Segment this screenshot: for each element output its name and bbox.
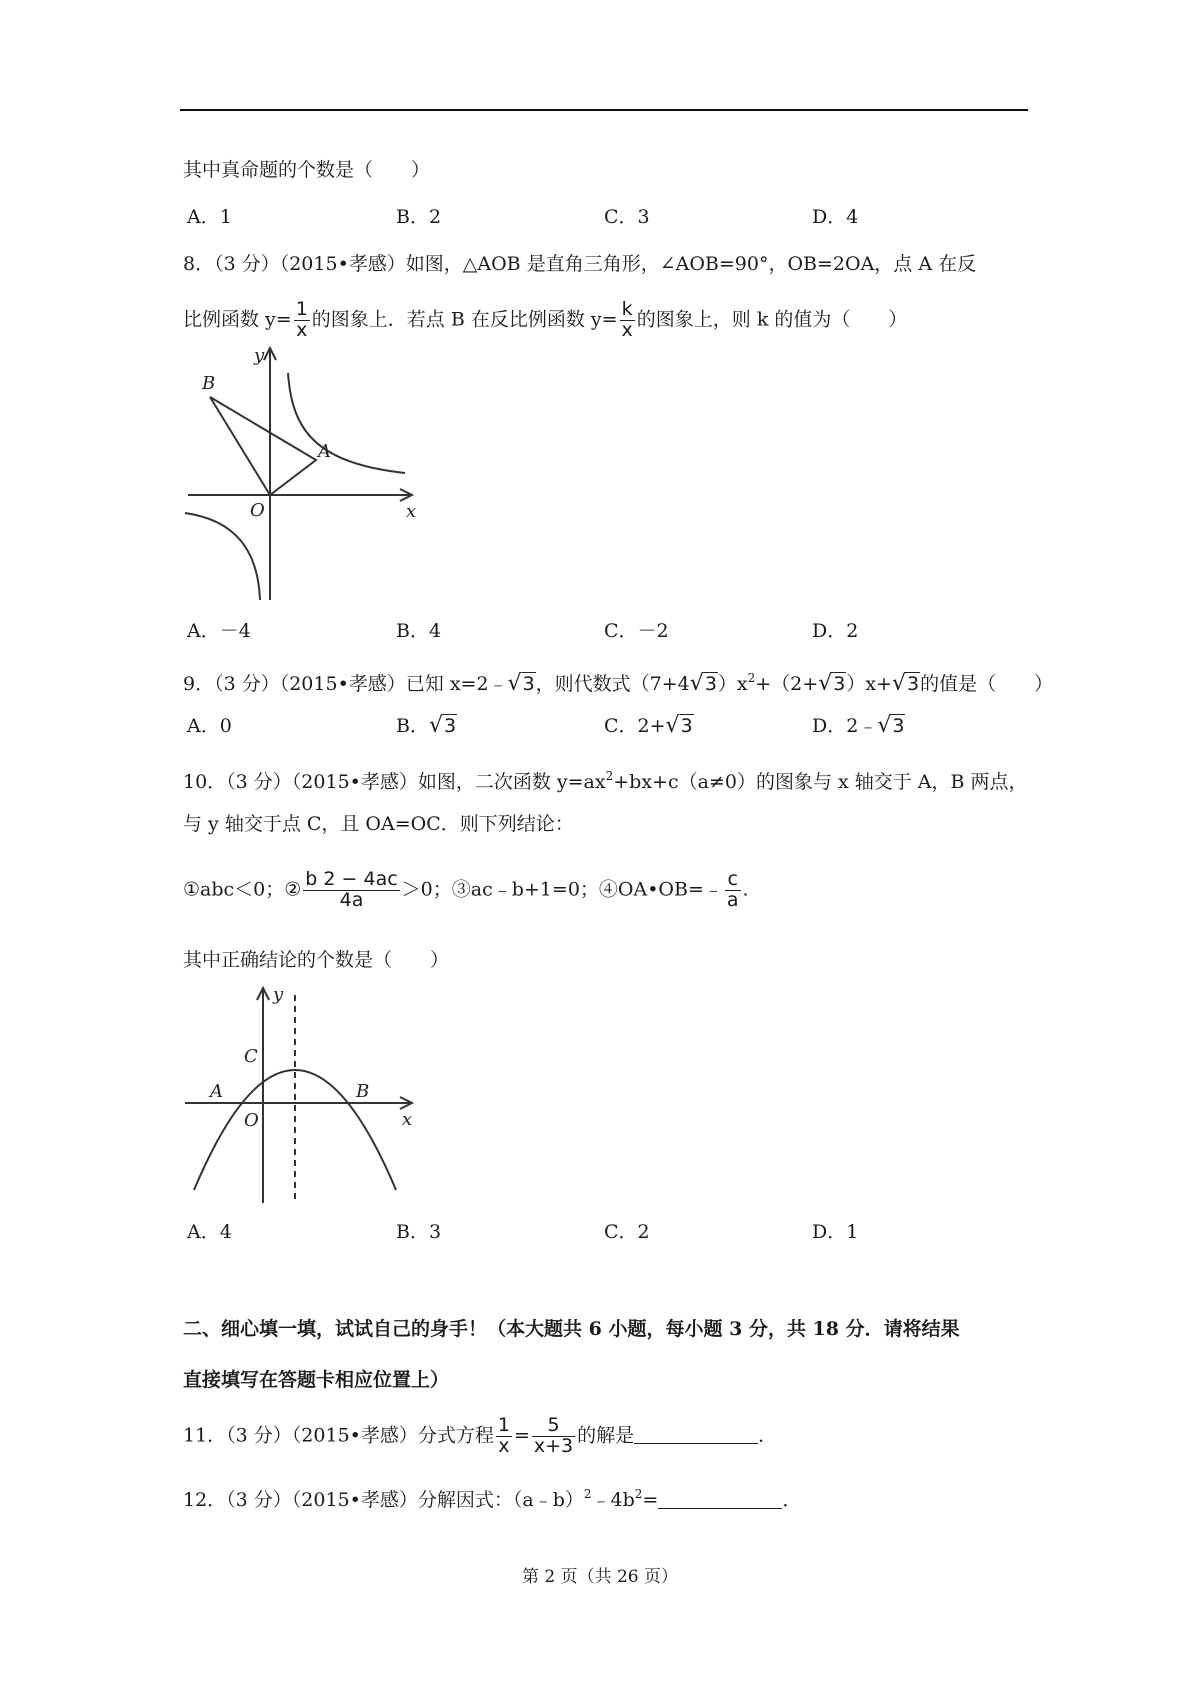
q10-frac2-den: a	[726, 888, 739, 911]
q10-line-4: 其中正确结论的个数是（ ）	[183, 949, 450, 971]
q11-frac2-num: 5	[532, 1416, 575, 1437]
q9-optb-radicand: 3	[444, 715, 457, 737]
q8-label-x: x	[406, 501, 417, 522]
q10-c1: ①abc＜0；②	[183, 878, 302, 901]
q9-radicand-4: 3	[907, 673, 920, 695]
q9-text-6: 的值是（ ）	[920, 673, 1054, 695]
q10-option-d: D．1	[812, 1221, 859, 1243]
q10-option-c: C．2	[604, 1221, 650, 1243]
q10-label-b: B	[356, 1081, 370, 1102]
q9-sqrt-3: √3	[818, 671, 846, 696]
q9-text-5: ）x+	[846, 673, 892, 695]
q9-optd-sqrt: √3	[877, 713, 905, 738]
q9-text-2: ，则代数式（7+4	[535, 673, 690, 695]
q10-line-2: 与 y 轴交于点 C，且 OA=OC．则下列结论：	[183, 813, 574, 835]
q9-optb-sqrt: √3	[428, 713, 457, 738]
q8-hyperbola-right	[288, 373, 405, 473]
q9-option-a: A．0	[187, 715, 232, 737]
q12-text-mid: ﹣4b	[591, 1489, 635, 1511]
q10-conclusions	[183, 870, 749, 911]
header-rule	[180, 109, 1028, 111]
q9-text-1: 9．（3 分）（2015•孝感）已知 x=2﹣	[183, 673, 508, 695]
q11-frac2-den: x+3	[533, 1434, 574, 1457]
q10-figure	[180, 985, 420, 1205]
q11-fraction-1	[496, 1416, 512, 1457]
q9-option-d	[812, 712, 905, 740]
q7-option-d: D．4	[812, 206, 859, 228]
q9-radicand-3: 3	[833, 673, 846, 695]
q8-figure	[180, 345, 420, 605]
q8-hyperbola-left	[185, 513, 260, 600]
q8-text-c: 的图象上，则 k 的值为（ ）	[636, 308, 908, 331]
q9-line	[183, 664, 1053, 698]
q8-option-a: A．－4	[187, 620, 251, 642]
q10-label-o: O	[244, 1110, 259, 1131]
q9-text-4: +（2+	[755, 673, 819, 695]
q8-option-c: C．－2	[604, 620, 669, 642]
q7-option-c: C．3	[604, 206, 650, 228]
q9-optc-text: C．2+	[604, 715, 666, 737]
q9-optc-sqrt: √3	[665, 713, 693, 738]
q7-option-a: A．1	[187, 206, 232, 228]
q11-line	[183, 1416, 777, 1457]
q8-triangle-aob	[210, 397, 316, 495]
q9-radicand-1: 3	[522, 673, 535, 695]
q8-option-d: D．2	[812, 620, 859, 642]
q10-frac2-num: c	[725, 870, 741, 891]
q10-c5: .	[742, 878, 749, 901]
q10-text-1b: +bx+c（a≠0）的图象与 x 轴交于 A，B 两点，	[613, 771, 1028, 793]
q12-text-post: =	[642, 1489, 659, 1511]
q8-frac1-num: 1	[295, 298, 308, 320]
q9-text-3: ）x	[717, 673, 748, 695]
q10-frac-den: 4a	[339, 888, 364, 911]
q8-label-y: y	[254, 345, 265, 366]
section-2-heading-line-1: 二、细心填一填，试试自己的身手！（本大题共 6 小题，每小题 3 分，共 18 分．请将结果	[183, 1318, 960, 1340]
q9-sqrt-2: √3	[689, 671, 717, 696]
q10-fraction-discriminant	[303, 870, 399, 911]
q11-text-pre: 11．（3 分）（2015•孝感）分式方程	[183, 1424, 494, 1447]
q11-fraction-2	[532, 1416, 575, 1457]
q10-c3: ＞0；③ac﹣b+1=0；④OA•OB=﹣	[401, 878, 723, 901]
q9-optb-text: B．	[396, 715, 429, 737]
q8-frac2-den: x	[621, 318, 633, 341]
q8-label-b: B	[202, 373, 216, 394]
section-2-heading-line-2: 直接填写在答题卡相应位置上）	[183, 1369, 450, 1391]
q8-label-a: A	[318, 441, 331, 462]
q11-answer-blank[interactable]	[634, 1423, 758, 1444]
q8-fraction-2	[620, 300, 635, 341]
q8-text-a: 比例函数 y=	[183, 308, 292, 331]
q12-superscript-2: 2	[634, 1487, 643, 1501]
q10-option-a: A．4	[187, 1221, 232, 1243]
q11-text-post: 的解是	[577, 1424, 635, 1447]
q8-line-1: 8．（3 分）（2015•孝感）如图，△AOB 是直角三角形，∠AOB=90°，OB=2OA，点 A 在反	[183, 253, 977, 275]
q7-question-tail: 其中真命题的个数是（ ）	[183, 159, 431, 181]
q9-optc-radicand: 3	[680, 715, 693, 737]
q9-option-c	[604, 712, 694, 740]
q10-label-c: C	[244, 1046, 258, 1067]
q7-option-b: B．2	[396, 206, 442, 228]
q9-optd-text: D．2﹣	[812, 715, 878, 737]
q11-frac1-den: x	[498, 1434, 510, 1457]
q12-text-end: ．	[782, 1489, 802, 1511]
q8-text-b: 的图象上．若点 B 在反比例函数 y=	[311, 308, 618, 331]
q8-option-b: B．4	[396, 620, 442, 642]
q9-superscript: 2	[747, 671, 756, 685]
q12-text-pre: 12．（3 分）（2015•孝感）分解因式：（a﹣b）	[183, 1489, 584, 1511]
q10-option-b: B．3	[396, 1221, 442, 1243]
q12-superscript-1: 2	[583, 1487, 592, 1501]
q8-frac2-num: k	[620, 300, 635, 321]
q8-frac1-den: x	[296, 318, 308, 341]
q10-superscript: 2	[605, 769, 614, 783]
q12-answer-blank[interactable]	[658, 1488, 782, 1509]
q8-line-2	[183, 300, 907, 341]
q10-frac-num: b 2 − 4ac	[305, 868, 398, 890]
q10-label-y: y	[273, 985, 284, 1005]
q9-option-b	[396, 712, 457, 740]
q10-fraction-c-over-a	[725, 870, 741, 911]
q10-label-a: A	[210, 1081, 223, 1102]
q10-label-x: x	[402, 1109, 413, 1130]
q8-label-o: O	[250, 500, 265, 521]
q10-line-1	[183, 762, 1028, 796]
q9-radicand-2: 3	[704, 673, 717, 695]
q11-frac1-num: 1	[497, 1414, 510, 1436]
q9-optd-radicand: 3	[892, 715, 905, 737]
q11-text-end: ．	[758, 1424, 778, 1447]
q12-line	[183, 1480, 801, 1514]
q11-equals: =	[513, 1424, 530, 1447]
q9-sqrt-1: √3	[507, 671, 535, 696]
q8-fraction-1	[294, 300, 310, 341]
q10-text-1a: 10．（3 分）（2015•孝感）如图，二次函数 y=ax	[183, 771, 606, 793]
page-footer: 第 2 页（共 26 页）	[521, 1567, 679, 1587]
q9-sqrt-4: √3	[891, 671, 920, 696]
